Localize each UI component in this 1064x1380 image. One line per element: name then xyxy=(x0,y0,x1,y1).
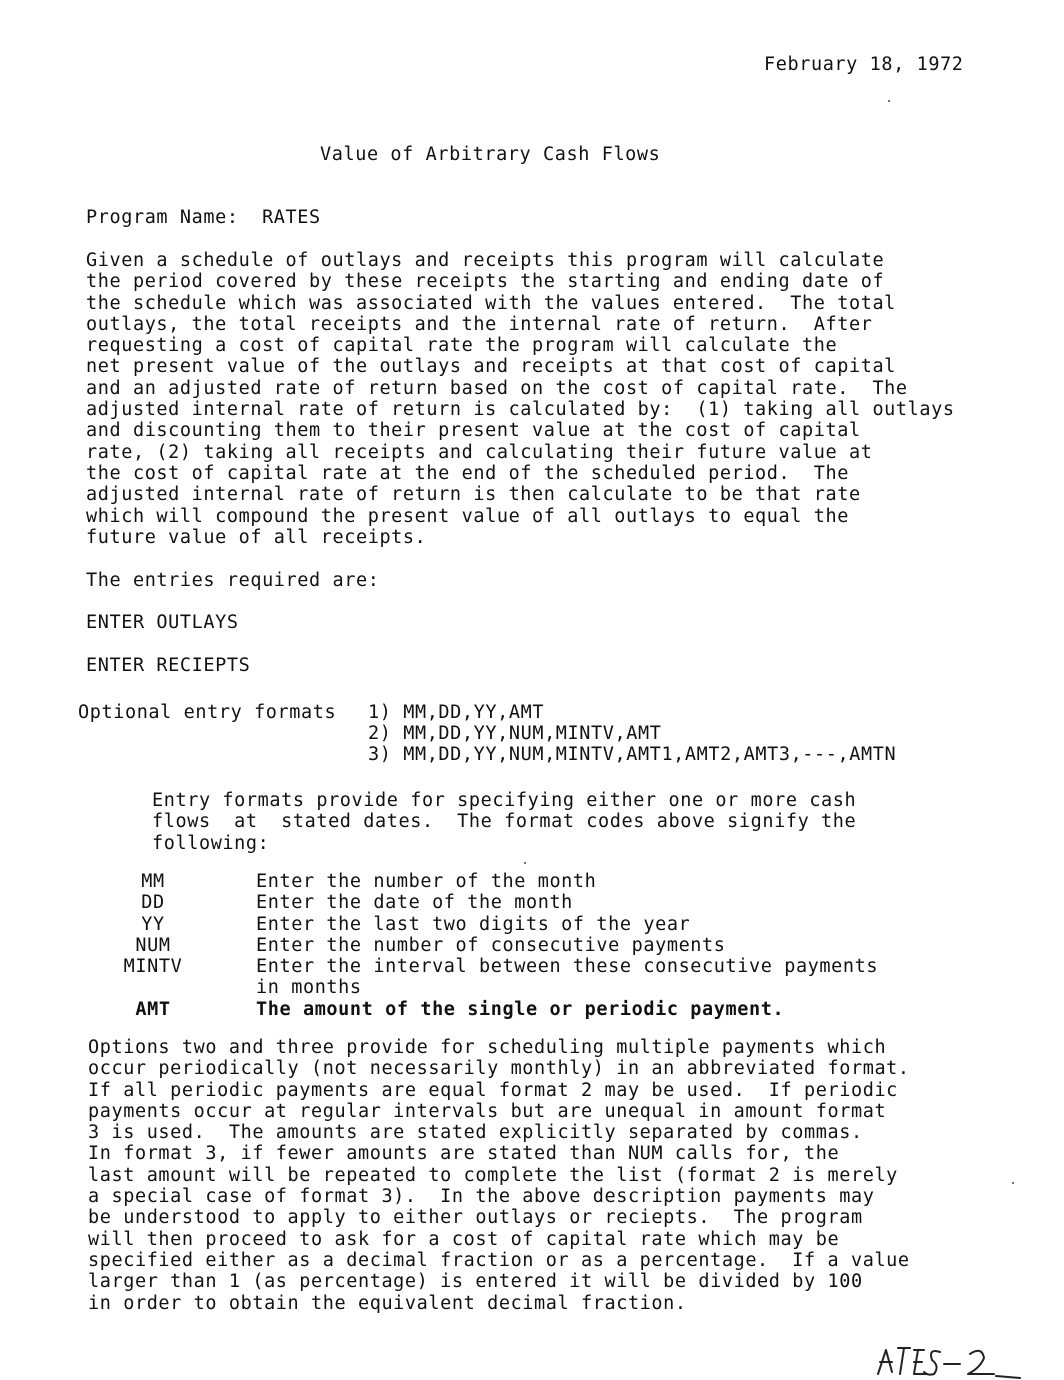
code-key: NUM xyxy=(135,934,171,956)
code-key: MINTV xyxy=(123,956,183,978)
code-key: MM xyxy=(141,871,165,892)
code-key: YY xyxy=(141,913,165,935)
code-description: Enter the number of the month xyxy=(256,871,597,892)
format-option-3: 3) MM,DD,YY,NUM,MINTV,AMT1,AMT2,AMT3,---,AMTN xyxy=(368,744,897,765)
options-paragraph: Options two and three provide for scheduling multiple payments which occur periodically (not necessarily monthly) in an abbreviated format. If all periodic payments are equal format 2 may be used. If periodic payments occur at regular intervals but are unequal in amount format 3 is used. The amounts are stated explicitly separated by commas. In format 3, if fewer amounts are stated than NUM calls for, the last amount will be repeated to complete the list (format 2 is merely a special case of format 3). In the above description payments may be understood to apply to either outlays or reciepts. The program will then proceed to ask for a cost of capital rate which may be specified either as a decimal fraction or as a percentage. If a value larger than 1 (as percentage) is entered it will be divided by 100 in order to obtain the equivalent decimal fraction. xyxy=(88,1037,910,1314)
code-key: DD xyxy=(141,892,165,914)
entry-formats-paragraph: Entry formats provide for specifying either one or more cash flows at stated dates. The format codes above signify the following: xyxy=(152,790,857,854)
program-name: Program Name: RATES xyxy=(86,207,321,228)
scan-speck xyxy=(524,862,526,864)
enter-outlays-prompt: ENTER OUTLAYS xyxy=(86,612,239,633)
format-option-1: 1) MM,DD,YY,AMT xyxy=(368,702,545,723)
code-description: Enter the date of the month xyxy=(256,892,573,914)
code-description: The amount of the single or periodic payment. xyxy=(256,998,785,1020)
code-key: AMT xyxy=(135,998,171,1020)
handwritten-page-mark xyxy=(870,1340,1050,1380)
description-paragraph: Given a schedule of outlays and receipts this program will calculate the period covered by these receipts the starting and ending date of the schedule which was associated with the values entered. The total outlays, the total receipts and the internal rate of return. After requesting a cost of capital rate the program will calculate the net present value of the outlays and receipts at that cost of capital and an adjusted rate of return based on the cost of capital rate. The adjusted internal rate of return is calculated by: (1) taking all outlays and discounting them to their present value at the cost of capital rate, (2) taking all receipts and calculating their future value at the cost of capital rate at the end of the scheduled period. The adjusted internal rate of return is then calculate to be that rate which will compound the present value of all outlays to equal the future value of all receipts. xyxy=(86,250,955,548)
code-row-mm xyxy=(108,871,878,892)
enter-receipts-prompt: ENTER RECIEPTS xyxy=(86,655,251,676)
code-row-amt xyxy=(108,999,878,1020)
optional-formats-label: Optional entry formats xyxy=(78,702,337,723)
code-row-num xyxy=(108,935,878,956)
code-row-mintv xyxy=(108,956,878,999)
format-option-2: 2) MM,DD,YY,NUM,MINTV,AMT xyxy=(368,723,662,744)
document-title: Value of Arbitrary Cash Flows xyxy=(320,144,661,165)
code-description: Enter the number of consecutive payments xyxy=(256,934,726,956)
scan-speck xyxy=(1012,1182,1014,1184)
document-date: February 18, 1972 xyxy=(764,54,964,75)
code-row-dd xyxy=(108,892,878,913)
entries-intro: The entries required are: xyxy=(86,570,380,591)
format-codes-list xyxy=(108,871,878,1020)
code-description: Enter the last two digits of the year xyxy=(256,913,691,935)
code-row-yy xyxy=(108,914,878,935)
code-description: Enter the interval between these consecutive payments in months xyxy=(256,956,879,999)
scan-speck xyxy=(888,100,890,102)
